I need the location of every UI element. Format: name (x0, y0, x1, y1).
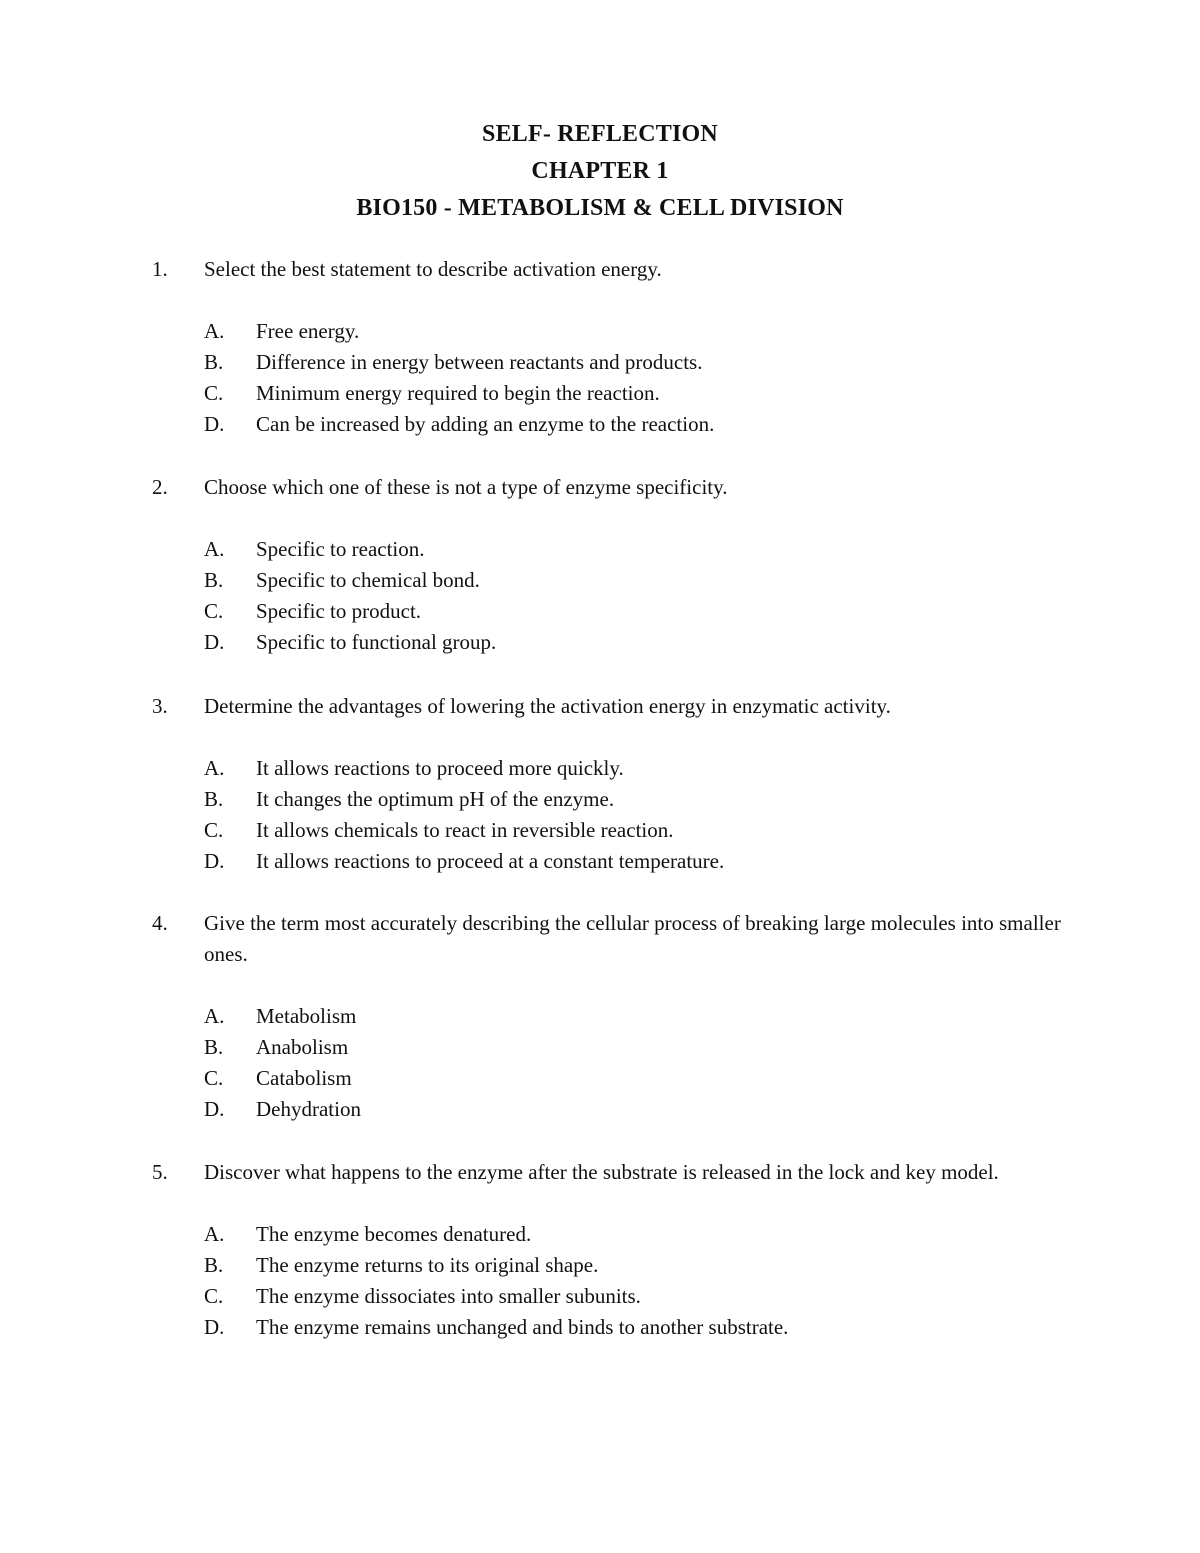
course-heading: BIO150 - METABOLISM & CELL DIVISION (356, 195, 844, 221)
question-5 (152, 1157, 1072, 1343)
option-letter: A. (204, 1004, 225, 1028)
option-c (152, 378, 1072, 409)
question-4 (152, 908, 1072, 1125)
option-d (152, 846, 1072, 877)
title-block (0, 116, 1200, 227)
chapter-heading: CHAPTER 1 (531, 158, 669, 184)
option-letter: D. (204, 1315, 225, 1339)
option-list (152, 1219, 1072, 1343)
option-letter: D. (204, 849, 225, 873)
question-number: 5. (152, 1160, 168, 1184)
option-list (152, 534, 1072, 658)
option-a (152, 1219, 1072, 1250)
option-text: Catabolism (256, 1066, 352, 1090)
option-b (152, 565, 1072, 596)
option-letter: B. (204, 787, 224, 811)
option-text: Minimum energy required to begin the reaction. (256, 381, 660, 405)
option-a (152, 316, 1072, 347)
option-c (152, 815, 1072, 846)
option-letter: B. (204, 350, 224, 374)
option-d (152, 1312, 1072, 1343)
option-text: Metabolism (256, 1004, 357, 1028)
option-c (152, 1281, 1072, 1312)
option-text: Specific to reaction. (256, 537, 425, 561)
option-text: Specific to functional group. (256, 630, 497, 654)
question-2 (152, 472, 1072, 658)
option-letter: A. (204, 756, 225, 780)
option-list (152, 316, 1072, 440)
option-letter: C. (204, 381, 224, 405)
option-letter: C. (204, 1284, 224, 1308)
option-list (152, 753, 1072, 877)
option-d (152, 1094, 1072, 1125)
question-number: 1. (152, 257, 168, 281)
question-stem (152, 908, 1072, 970)
question-text: Determine the advantages of lowering the activation energy in enzymatic activity. (204, 694, 891, 718)
option-letter: B. (204, 1035, 224, 1059)
question-stem (152, 1157, 1072, 1188)
option-text: Free energy. (256, 319, 360, 343)
question-text: Choose which one of these is not a type of enzyme specificity. (204, 475, 728, 499)
option-letter: A. (204, 1222, 225, 1246)
option-letter: A. (204, 537, 225, 561)
option-text: Difference in energy between reactants and products. (256, 350, 703, 374)
option-text: It allows chemicals to react in reversible reaction. (256, 818, 674, 842)
question-number: 3. (152, 694, 168, 718)
question-3 (152, 691, 1072, 877)
option-a (152, 753, 1072, 784)
option-letter: A. (204, 319, 225, 343)
option-list (152, 1001, 1072, 1125)
option-text: The enzyme becomes denatured. (256, 1222, 532, 1246)
option-c (152, 596, 1072, 627)
option-text: Specific to product. (256, 599, 422, 623)
option-letter: D. (204, 412, 225, 436)
question-text: Discover what happens to the enzyme after the substrate is released in the lock and key model. (204, 1160, 999, 1184)
option-a (152, 1001, 1072, 1032)
option-letter: D. (204, 630, 225, 654)
question-number: 2. (152, 475, 168, 499)
option-letter: B. (204, 568, 224, 592)
option-c (152, 1063, 1072, 1094)
option-b (152, 1032, 1072, 1063)
option-text: The enzyme remains unchanged and binds to another substrate. (256, 1315, 789, 1339)
question-stem (152, 254, 1072, 285)
question-number: 4. (152, 911, 168, 935)
option-letter: B. (204, 1253, 224, 1277)
option-letter: C. (204, 818, 224, 842)
option-text: Anabolism (256, 1035, 349, 1059)
option-text: The enzyme dissociates into smaller subunits. (256, 1284, 641, 1308)
option-a (152, 534, 1072, 565)
option-letter: C. (204, 1066, 224, 1090)
question-text: Select the best statement to describe activation energy. (204, 257, 662, 281)
option-text: The enzyme returns to its original shape. (256, 1253, 599, 1277)
question-stem (152, 472, 1072, 503)
option-b (152, 784, 1072, 815)
question-stem (152, 691, 1072, 722)
option-text: Can be increased by adding an enzyme to the reaction. (256, 412, 715, 436)
option-letter: D. (204, 1097, 225, 1121)
question-text: Give the term most accurately describing the cellular process of breaking large molecules into smaller ones. (204, 911, 1061, 966)
option-text: It allows reactions to proceed more quickly. (256, 756, 624, 780)
option-letter: C. (204, 599, 224, 623)
option-text: It changes the optimum pH of the enzyme. (256, 787, 615, 811)
option-text: Specific to chemical bond. (256, 568, 480, 592)
document-title: SELF- REFLECTION (482, 121, 718, 147)
option-b (152, 1250, 1072, 1281)
option-text: Dehydration (256, 1097, 361, 1121)
option-d (152, 627, 1072, 658)
option-text: It allows reactions to proceed at a constant temperature. (256, 849, 725, 873)
option-d (152, 409, 1072, 440)
question-1 (152, 254, 1072, 440)
option-b (152, 347, 1072, 378)
